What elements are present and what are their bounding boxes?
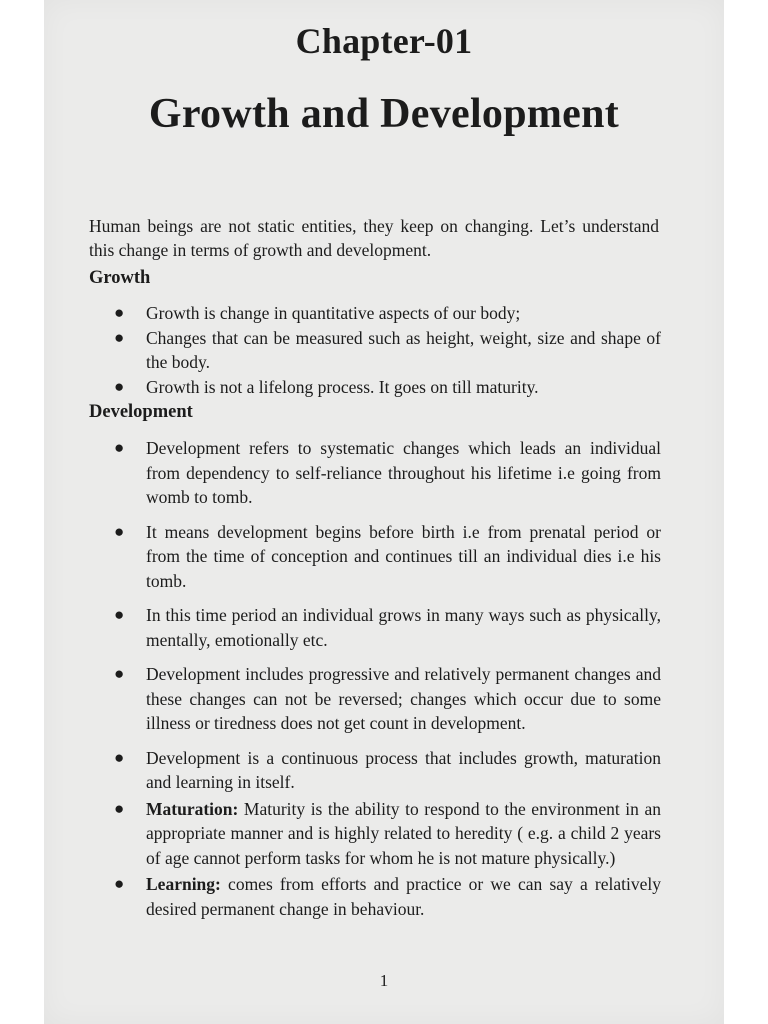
development-list <box>114 436 661 931</box>
list-item <box>114 603 661 652</box>
bullet-icon: ● <box>114 605 125 624</box>
list-item <box>114 301 661 326</box>
growth-heading: Growth <box>89 268 151 288</box>
list-item <box>114 520 661 594</box>
list-item <box>114 662 661 736</box>
bullet-icon: ● <box>114 798 125 818</box>
growth-list <box>114 301 661 399</box>
bullet-icon: ● <box>114 747 125 767</box>
bullet-icon: ● <box>114 327 125 347</box>
list-item <box>114 326 661 375</box>
list-item <box>114 872 661 921</box>
learning-text: comes from efforts and practice or we can say a relatively desired permanent change in behaviour. <box>146 874 661 919</box>
list-item-text: Development refers to systematic changes which leads an individual from dependency to self-reliance throughout his lifetime i.e going from womb to tomb. <box>146 438 661 507</box>
list-item <box>114 375 661 400</box>
list-item-text: Growth is change in quantitative aspects of our body; <box>146 303 521 323</box>
list-item-text: Changes that can be measured such as height, weight, size and shape of the body. <box>146 327 661 372</box>
list-item-text: Development includes progressive and relatively permanent changes and these changes can not be reversed; changes which occur due to some illness or tiredness does not get count in development. <box>146 664 661 733</box>
maturation-label: Maturation: <box>146 798 239 819</box>
learning-label: Learning: <box>146 874 221 894</box>
intro-paragraph: Human beings are not static entities, they keep on changing. Let’s understand this change in terms of growth and development. <box>89 216 659 260</box>
list-item-text: In this time period an individual grows in many ways such as physically, mentally, emotionally etc. <box>146 605 661 650</box>
bullet-icon: ● <box>114 303 125 322</box>
maturation-text: Maturity is the ability to respond to the environment in an appropriate manner and is highly related to heredity ( e.g. a child 2 years of age cannot perform tasks for whom he is not mature physically.) <box>146 798 661 868</box>
list-item <box>114 797 661 871</box>
bullet-icon: ● <box>114 874 125 893</box>
list-item-text: Growth is not a lifelong process. It goes on till maturity. <box>146 376 539 397</box>
list-item <box>114 436 661 510</box>
chapter-label: Chapter-01 <box>295 21 473 61</box>
list-item-text: It means development begins before birth i.e from prenatal period or from the time of conception and continues till an individual dies i.e his tomb. <box>146 521 661 591</box>
page-number: 1 <box>379 971 389 990</box>
chapter-title: Growth and Development <box>148 91 620 137</box>
bullet-icon: ● <box>114 376 125 396</box>
book-page <box>44 0 724 1024</box>
list-item <box>114 746 661 795</box>
bullet-icon: ● <box>114 521 125 541</box>
list-item-text: Development is a continuous process that includes growth, maturation and learning in itself. <box>146 747 661 792</box>
bullet-icon: ● <box>114 438 125 457</box>
bullet-icon: ● <box>114 664 125 683</box>
development-heading: Development <box>89 402 193 422</box>
